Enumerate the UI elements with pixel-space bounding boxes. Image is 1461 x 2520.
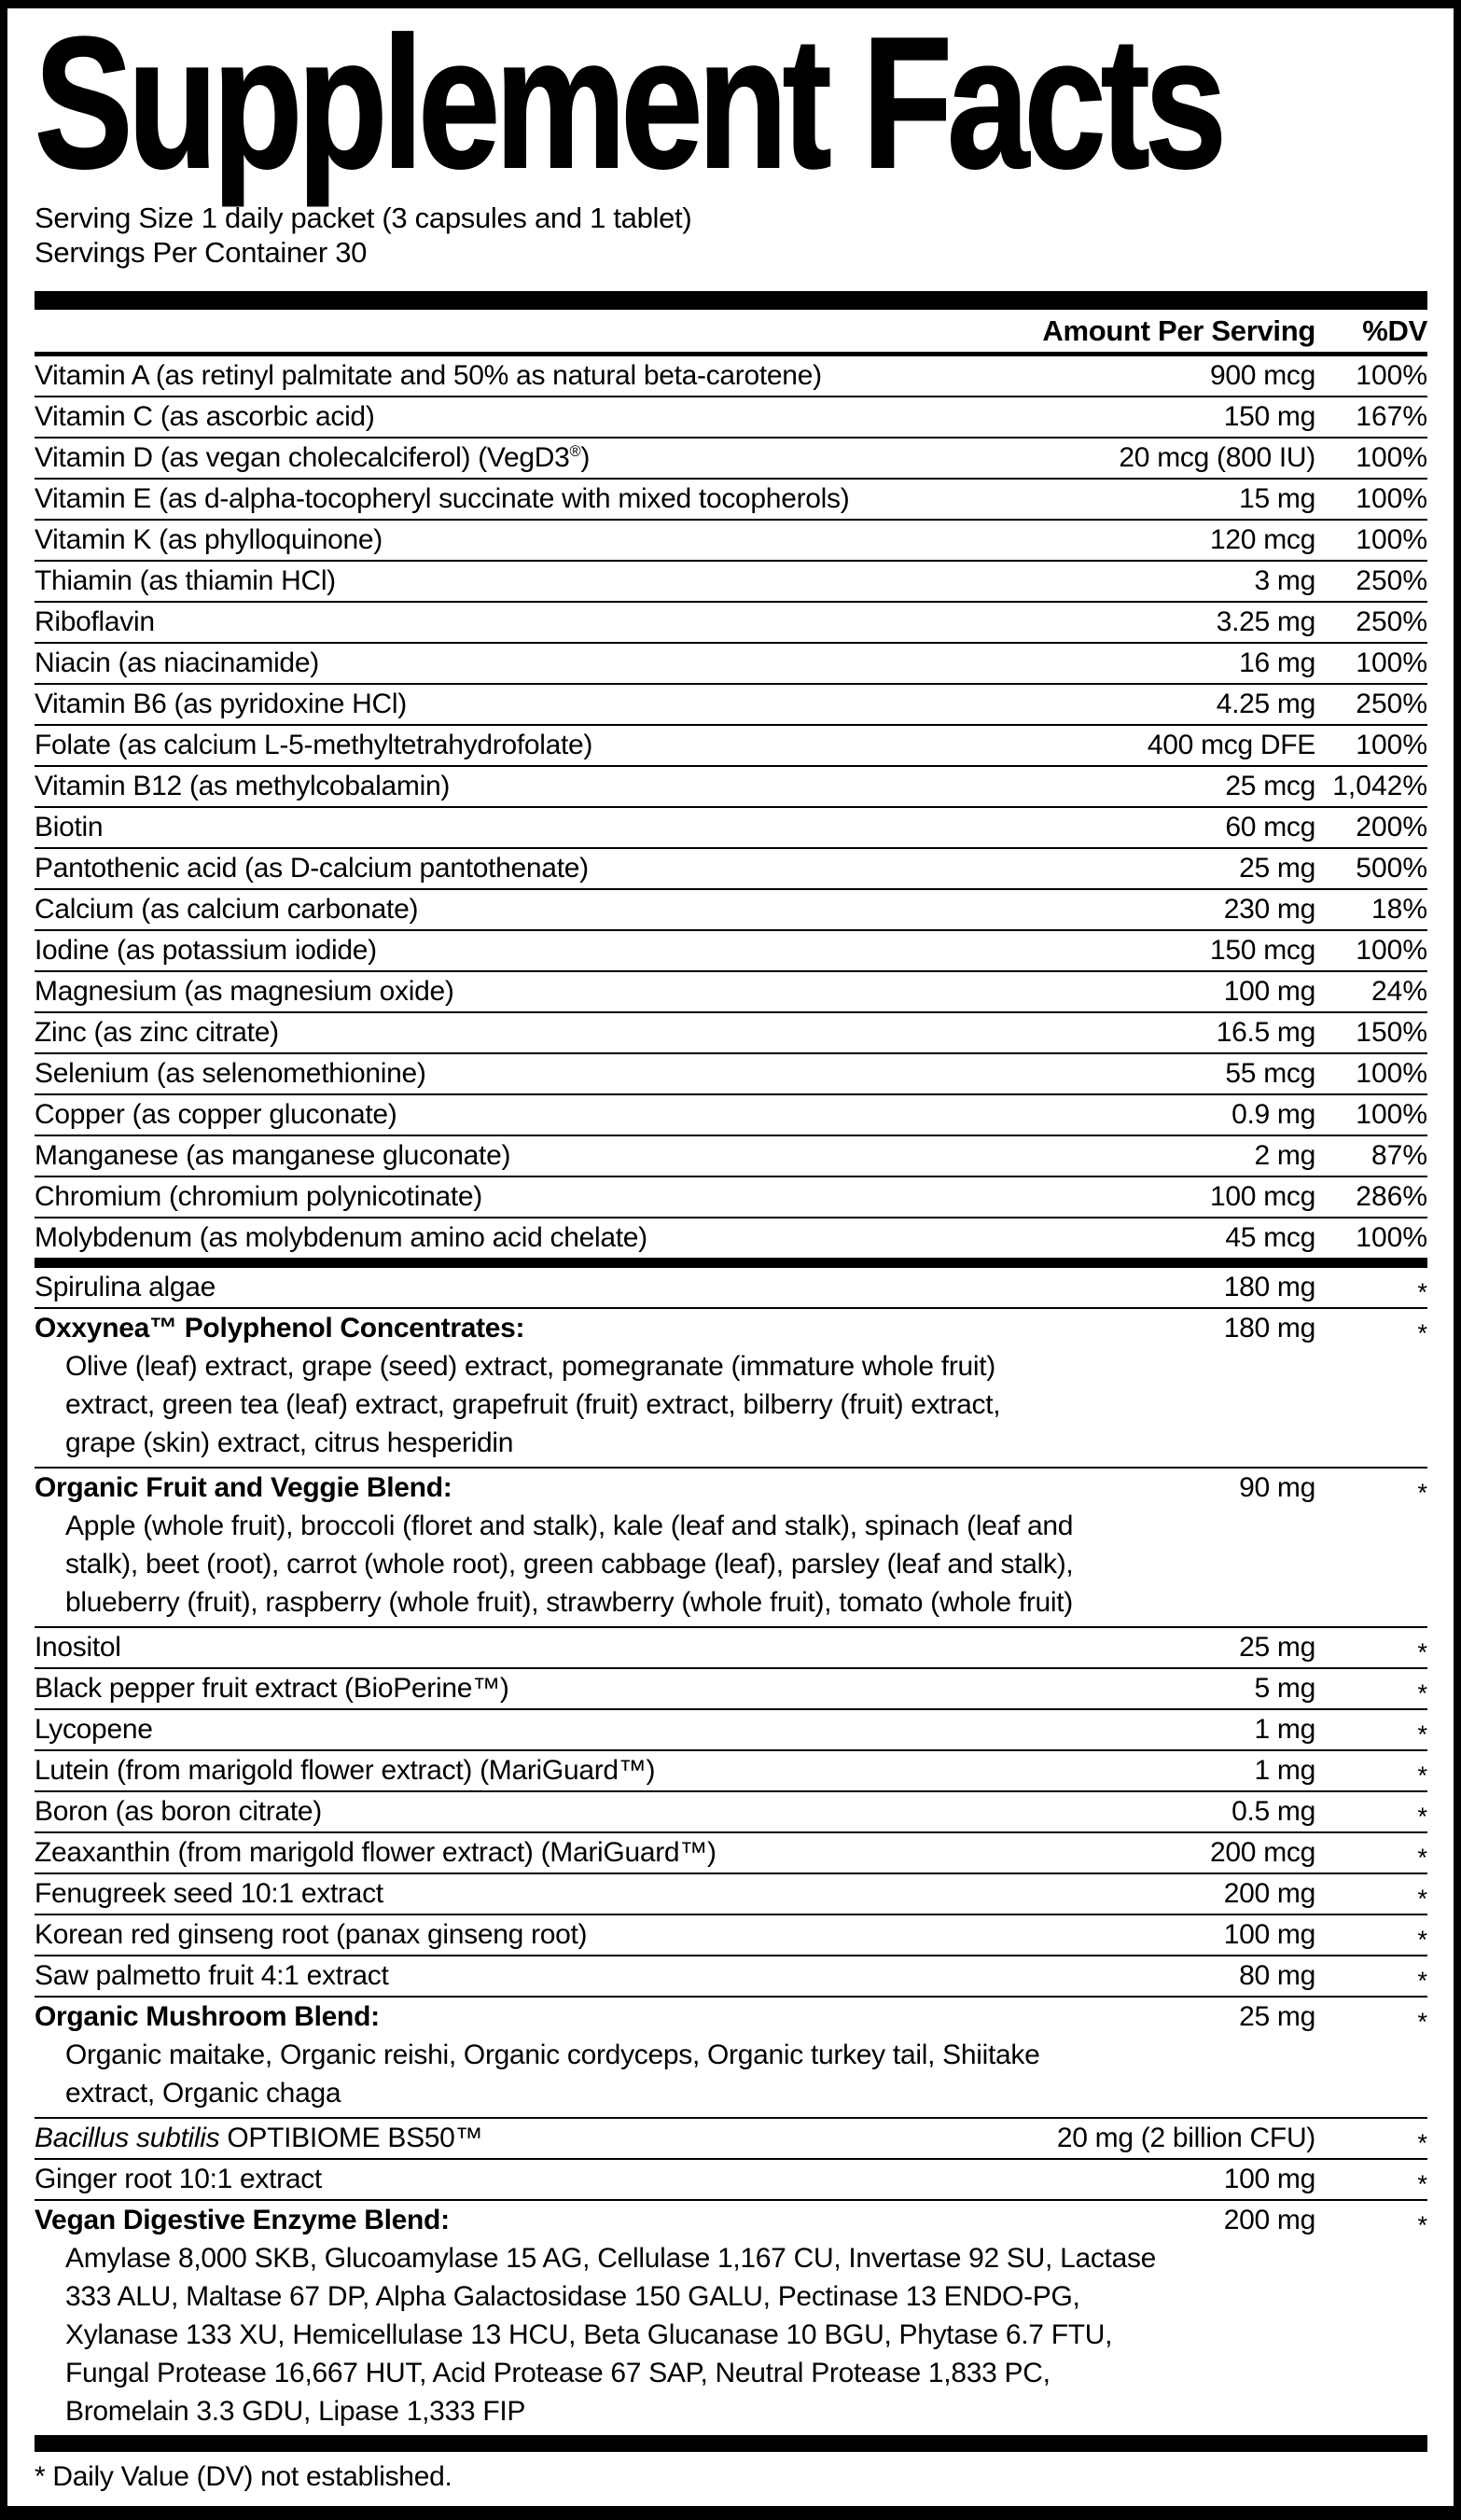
- ingredient-dv: *: [1417, 1679, 1427, 1707]
- ingredient-amount: 25 mg: [1239, 2001, 1315, 2032]
- column-header-row: [35, 310, 1427, 352]
- ingredient-dv: 100%: [1356, 935, 1427, 966]
- ingredient-row: [35, 1052, 1427, 1093]
- servings-per-container: Servings Per Container 30: [35, 236, 368, 269]
- ingredient-amount: 150 mcg: [1210, 935, 1315, 966]
- ingredient-sub-line: blueberry (fruit), raspberry (whole fruit), strawberry (whole fruit), tomato (whole fruit): [65, 1587, 1073, 1618]
- serving-size: Serving Size 1 daily packet (3 capsules and 1 tablet): [35, 202, 692, 234]
- ingredient-amount: 1 mg: [1254, 1755, 1315, 1786]
- ingredient-dv: *: [1417, 1278, 1427, 1306]
- ingredient-row: [35, 929, 1427, 970]
- ingredient-row-main: [35, 1956, 1427, 1996]
- ingredient-sub-line: Amylase 8,000 SKB, Glucoamylase 15 AG, Cellulase 1,167 CU, Invertase 92 SU, Lactase: [65, 2243, 1157, 2274]
- ingredient-amount: 25 mcg: [1225, 771, 1315, 801]
- panel-content: [7, 0, 1454, 2506]
- ingredient-row: [35, 1667, 1427, 1708]
- ingredient-amount: 15 mg: [1239, 483, 1315, 514]
- ingredient-name: Lutein (from marigold flower extract) (MariGuard™): [35, 1755, 656, 1786]
- ingredient-row: [35, 601, 1427, 642]
- ingredient-row: [35, 1268, 1427, 1307]
- ingredient-row-main: [35, 521, 1427, 560]
- ingredient-dv: 100%: [1356, 730, 1427, 760]
- ingredient-amount: 4.25 mg: [1216, 689, 1315, 719]
- ingredient-row-main: [35, 439, 1427, 478]
- ingredient-amount: 200 mg: [1223, 1878, 1315, 1909]
- ingredient-name: Copper (as copper gluconate): [35, 1099, 397, 1130]
- ingredient-row-main: [35, 1054, 1427, 1093]
- ingredient-amount: 20 mg (2 billion CFU): [1056, 2123, 1315, 2153]
- ingredient-row: [35, 1011, 1427, 1052]
- ingredient-name: Manganese (as manganese gluconate): [35, 1140, 511, 1171]
- ingredient-row: [35, 1093, 1427, 1135]
- ingredient-dv: 100%: [1356, 524, 1427, 555]
- ingredient-sub-line: stalk), beet (root), carrot (whole root), green cabbage (leaf), parsley (leaf and stalk),: [65, 1549, 1074, 1580]
- ingredient-name: Fenugreek seed 10:1 extract: [35, 1878, 383, 1909]
- ingredient-name: Vitamin B6 (as pyridoxine HCl): [35, 689, 407, 719]
- ingredient-row-main: [35, 1095, 1427, 1135]
- ingredient-amount: 0.5 mg: [1231, 1796, 1315, 1827]
- ingredient-name: Vitamin E (as d-alpha-tocopheryl succinate with mixed tocopherols): [35, 483, 850, 514]
- ingredient-dv: *: [1417, 1638, 1427, 1666]
- ingredient-row-main: [35, 1669, 1427, 1708]
- ingredient-name: Biotin: [35, 812, 104, 842]
- ingredient-dv: *: [1417, 1967, 1427, 1995]
- ingredient-dv: *: [1417, 2211, 1427, 2239]
- ingredient-amount: 900 mcg: [1210, 360, 1315, 391]
- ingredient-row-main: [35, 2119, 1427, 2158]
- ingredient-row: [35, 1217, 1427, 1258]
- ingredient-row: [35, 519, 1427, 560]
- ingredient-row-main: [35, 1628, 1427, 1667]
- ingredient-row-main: [35, 890, 1427, 929]
- ingredient-name: Vitamin B12 (as methylcobalamin): [35, 771, 451, 801]
- ingredient-dv: *: [1417, 2129, 1427, 2157]
- ingredient-row-main: [35, 603, 1427, 642]
- ingredient-row-main: [35, 1874, 1427, 1914]
- ingredient-name: Saw palmetto fruit 4:1 extract: [35, 1960, 389, 1991]
- ingredient-amount: 0.9 mg: [1231, 1099, 1315, 1130]
- ingredient-row: [35, 847, 1427, 888]
- ingredient-row-main: [35, 1915, 1427, 1955]
- ingredient-name: Magnesium (as magnesium oxide): [35, 976, 454, 1007]
- ingredient-row-main: [35, 972, 1427, 1011]
- ingredient-row-main: [35, 808, 1427, 847]
- ingredient-name-part: OPTIBIOME BS50™: [219, 2123, 483, 2153]
- ingredient-name: Boron (as boron citrate): [35, 1796, 322, 1827]
- ingredient-row-main: [35, 1013, 1427, 1052]
- ingredient-row-main: [35, 1268, 1427, 1307]
- daily-value-footnote: * Daily Value (DV) not established.: [35, 2461, 452, 2492]
- ingredient-row-main: [35, 480, 1427, 519]
- ingredient-name: Pantothenic acid (as D-calcium pantothenate): [35, 853, 589, 884]
- ingredient-name: Black pepper fruit extract (BioPerine™): [35, 1673, 509, 1704]
- serving-info: [35, 201, 1427, 270]
- ingredient-name: Oxxynea™ Polyphenol Concentrates:: [35, 1313, 525, 1344]
- ingredient-row: [35, 970, 1427, 1011]
- ingredient-row-main: [35, 1833, 1427, 1873]
- ingredient-amount: 200 mcg: [1210, 1837, 1315, 1868]
- ingredient-sub-line: 333 ALU, Maltase 67 DP, Alpha Galactosidase 150 GALU, Pectinase 13 ENDO-PG,: [65, 2281, 1080, 2312]
- ingredient-row: [35, 724, 1427, 765]
- ingredient-row-main: [35, 356, 1427, 396]
- ingredient-row-main: [35, 644, 1427, 683]
- ingredient-row: [35, 1467, 1427, 1626]
- ingredient-amount: 230 mg: [1223, 894, 1315, 925]
- ingredient-dv: *: [1417, 2008, 1427, 2036]
- ingredient-dv: 500%: [1356, 853, 1427, 884]
- ingredient-name: Riboflavin: [35, 606, 155, 637]
- ingredient-dv: *: [1417, 1319, 1427, 1347]
- ingredient-row: [35, 888, 1427, 929]
- ingredient-row-main: [35, 562, 1427, 601]
- ingredient-amount: 180 mg: [1223, 1272, 1315, 1302]
- ingredient-dv: 286%: [1356, 1181, 1427, 1212]
- ingredient-dv: *: [1417, 2170, 1427, 2198]
- ingredient-amount: 3.25 mg: [1216, 606, 1315, 637]
- ingredient-dv: 250%: [1356, 689, 1427, 719]
- ingredient-row: [35, 1955, 1427, 1996]
- ingredient-name: Organic Mushroom Blend:: [35, 2001, 380, 2032]
- ingredient-amount: 90 mg: [1239, 1472, 1315, 1503]
- ingredient-sub-line: extract, green tea (leaf) extract, grapefruit (fruit) extract, bilberry (fruit) extract,: [65, 1389, 1001, 1420]
- ingredient-name: Calcium (as calcium carbonate): [35, 894, 419, 925]
- ingredient-name: Korean red ginseng root (panax ginseng root): [35, 1919, 588, 1950]
- ingredient-amount: 20 mcg (800 IU): [1119, 442, 1315, 473]
- ingredient-name: Ginger root 10:1 extract: [35, 2164, 322, 2194]
- ingredient-amount: 100 mcg: [1210, 1181, 1315, 1212]
- ingredient-row: [35, 1790, 1427, 1831]
- ingredient-sub-line: extract, Organic chaga: [65, 2078, 341, 2109]
- ingredient-dv: 250%: [1356, 606, 1427, 637]
- ingredient-name: Vitamin K (as phylloquinone): [35, 524, 383, 555]
- ingredient-dv: 1,042%: [1332, 771, 1427, 801]
- ingredient-name: Lycopene: [35, 1714, 153, 1745]
- ingredient-row: [35, 356, 1427, 396]
- ingredient-sub-line: Fungal Protease 16,667 HUT, Acid Protease 67 SAP, Neutral Protease 1,833 PC,: [65, 2358, 1051, 2388]
- ingredient-row: [35, 2158, 1427, 2199]
- ingredient-name: Inositol: [35, 1632, 121, 1663]
- ingredient-sub-line: Apple (whole fruit), broccoli (floret and stalk), kale (leaf and stalk), spinach (leaf and: [65, 1511, 1074, 1541]
- ingredient-row-main: [35, 1998, 1427, 2037]
- ingredient-amount: 2 mg: [1254, 1140, 1315, 1171]
- ingredient-name: Molybdenum (as molybdenum amino acid chelate): [35, 1222, 647, 1253]
- ingredient-name: Thiamin (as thiamin HCl): [35, 565, 336, 596]
- ingredient-name-part: Bacillus subtilis: [35, 2123, 220, 2153]
- ingredient-dv: 24%: [1371, 976, 1427, 1007]
- ingredient-amount: 16.5 mg: [1216, 1017, 1315, 1048]
- ingredient-amount: 400 mcg DFE: [1147, 730, 1315, 760]
- ingredient-dv: 250%: [1356, 565, 1427, 596]
- ingredient-row-main: [35, 1309, 1427, 1348]
- ingredient-dv: 87%: [1371, 1140, 1427, 1171]
- ingredient-row-main: [35, 1751, 1427, 1790]
- ingredient-name: Iodine (as potassium iodide): [35, 935, 377, 966]
- ingredient-row: [35, 396, 1427, 437]
- percent-dv-header: %DV: [1362, 314, 1427, 347]
- ingredient-amount: 100 mg: [1223, 1919, 1315, 1950]
- ingredient-sub-line: grape (skin) extract, citrus hesperidin: [65, 1427, 514, 1458]
- amount-per-serving-header: Amount Per Serving: [1042, 314, 1315, 347]
- ingredient-name: Vitamin C (as ascorbic acid): [35, 401, 375, 432]
- ingredient-name: Spirulina algae: [35, 1272, 216, 1302]
- ingredient-dv: 18%: [1371, 894, 1427, 925]
- thick-divider-top: [35, 291, 1427, 310]
- ingredient-dv: 100%: [1356, 647, 1427, 678]
- ingredient-row: [35, 478, 1427, 519]
- thick-divider-footnote: [35, 2435, 1427, 2452]
- ingredient-dv: *: [1417, 1761, 1427, 1789]
- ingredient-row: [35, 806, 1427, 847]
- ingredient-amount: 120 mcg: [1210, 524, 1315, 555]
- ingredient-sub-line: Olive (leaf) extract, grape (seed) extract, pomegranate (immature whole fruit): [65, 1351, 995, 1382]
- ingredient-row: [35, 1914, 1427, 1955]
- ingredient-dv: *: [1417, 1803, 1427, 1831]
- ingredient-dv: 100%: [1356, 1058, 1427, 1089]
- ingredient-amount: 180 mg: [1223, 1313, 1315, 1344]
- ingredient-row: [35, 1749, 1427, 1790]
- ingredient-amount: 45 mcg: [1225, 1222, 1315, 1253]
- ingredient-amount: 5 mg: [1254, 1673, 1315, 1704]
- ingredient-dv: *: [1417, 1479, 1427, 1507]
- ingredient-name: Folate (as calcium L-5-methyltetrahydrofolate): [35, 730, 593, 760]
- ingredient-row: [35, 1996, 1427, 2117]
- ingredient-row: [35, 1626, 1427, 1667]
- ingredient-row: [35, 437, 1427, 478]
- ingredient-row: [35, 560, 1427, 601]
- ingredient-dv: 150%: [1356, 1017, 1427, 1048]
- ingredient-name: Zeaxanthin (from marigold flower extract) (MariGuard™): [35, 1837, 717, 1868]
- ingredient-row: [35, 1135, 1427, 1176]
- ingredient-row: [35, 1307, 1427, 1467]
- ingredient-name: Organic Fruit and Veggie Blend:: [35, 1472, 452, 1503]
- ingredient-amount: 150 mg: [1223, 401, 1315, 432]
- ingredient-name: Zinc (as zinc citrate): [35, 1017, 279, 1048]
- ingredient-row: [35, 642, 1427, 683]
- ingredient-row: [35, 683, 1427, 724]
- ingredient-name: Chromium (chromium polynicotinate): [35, 1181, 482, 1212]
- ingredient-dv: *: [1417, 1844, 1427, 1872]
- ingredient-dv: 100%: [1356, 1222, 1427, 1253]
- ingredient-row-main: [35, 1136, 1427, 1176]
- ingredient-row-main: [35, 685, 1427, 724]
- ingredient-row-main: [35, 1177, 1427, 1217]
- ingredient-row: [35, 1708, 1427, 1749]
- ingredient-dv: 100%: [1356, 1099, 1427, 1130]
- ingredient-dv: 100%: [1356, 360, 1427, 391]
- ingredient-amount: 100 mg: [1223, 2164, 1315, 2194]
- ingredient-name: [35, 2123, 1057, 2153]
- ingredient-dv: *: [1417, 1926, 1427, 1954]
- ingredient-sub-line: Bromelain 3.3 GDU, Lipase 1,333 FIP: [65, 2396, 526, 2427]
- ingredient-amount: 60 mcg: [1225, 812, 1315, 842]
- ingredient-name: Vitamin A (as retinyl palmitate and 50% as natural beta-carotene): [35, 360, 822, 391]
- vitamins-minerals-section: [35, 356, 1427, 1258]
- ingredient-dv: 200%: [1356, 812, 1427, 842]
- ingredient-sub-line: Xylanase 133 XU, Hemicellulase 13 HCU, Beta Glucanase 10 BGU, Phytase 6.7 FTU,: [65, 2319, 1113, 2350]
- ingredient-row: [35, 1873, 1427, 1914]
- ingredient-amount: 25 mg: [1239, 853, 1315, 884]
- ingredient-amount: 25 mg: [1239, 1632, 1315, 1663]
- ingredient-amount: 200 mg: [1223, 2205, 1315, 2235]
- ingredient-amount: 100 mg: [1223, 976, 1315, 1007]
- ingredient-row: [35, 765, 1427, 806]
- ingredient-row: [35, 2199, 1427, 2435]
- ingredient-row-main: [35, 1218, 1427, 1258]
- ingredient-name: Vitamin D (as vegan cholecalciferol) (VegD3®): [35, 442, 591, 473]
- ingredient-name: Vegan Digestive Enzyme Blend:: [35, 2205, 450, 2235]
- panel-title: Supplement Facts: [35, 0, 1222, 207]
- ingredient-row: [35, 2117, 1427, 2158]
- ingredient-amount: 1 mg: [1254, 1714, 1315, 1745]
- ingredient-dv: 100%: [1356, 442, 1427, 473]
- ingredient-row-main: [35, 849, 1427, 888]
- botanicals-blends-section: [35, 1268, 1427, 2435]
- thick-divider-middle: [35, 1258, 1427, 1268]
- ingredient-row-main: [35, 1469, 1427, 1508]
- ingredient-row-main: [35, 767, 1427, 806]
- ingredient-amount: 55 mcg: [1225, 1058, 1315, 1089]
- ingredient-row-main: [35, 2201, 1427, 2240]
- ingredient-row-main: [35, 1792, 1427, 1831]
- ingredient-name: Niacin (as niacinamide): [35, 647, 319, 678]
- ingredient-sub-line: Organic maitake, Organic reishi, Organic cordyceps, Organic turkey tail, Shiitake: [65, 2040, 1040, 2070]
- ingredient-amount: 3 mg: [1254, 565, 1315, 596]
- ingredient-row-main: [35, 1710, 1427, 1749]
- ingredient-row-main: [35, 931, 1427, 970]
- ingredient-dv: *: [1417, 1720, 1427, 1748]
- ingredient-row-main: [35, 397, 1427, 437]
- ingredient-row: [35, 1176, 1427, 1217]
- ingredient-row-main: [35, 726, 1427, 765]
- ingredient-row-main: [35, 2160, 1427, 2199]
- ingredient-row: [35, 1831, 1427, 1873]
- ingredient-dv: 167%: [1356, 401, 1427, 432]
- ingredient-dv: 100%: [1356, 483, 1427, 514]
- ingredient-name: Selenium (as selenomethionine): [35, 1058, 426, 1089]
- ingredient-dv: *: [1417, 1885, 1427, 1913]
- ingredient-amount: 80 mg: [1239, 1960, 1315, 1991]
- ingredient-amount: 16 mg: [1239, 647, 1315, 678]
